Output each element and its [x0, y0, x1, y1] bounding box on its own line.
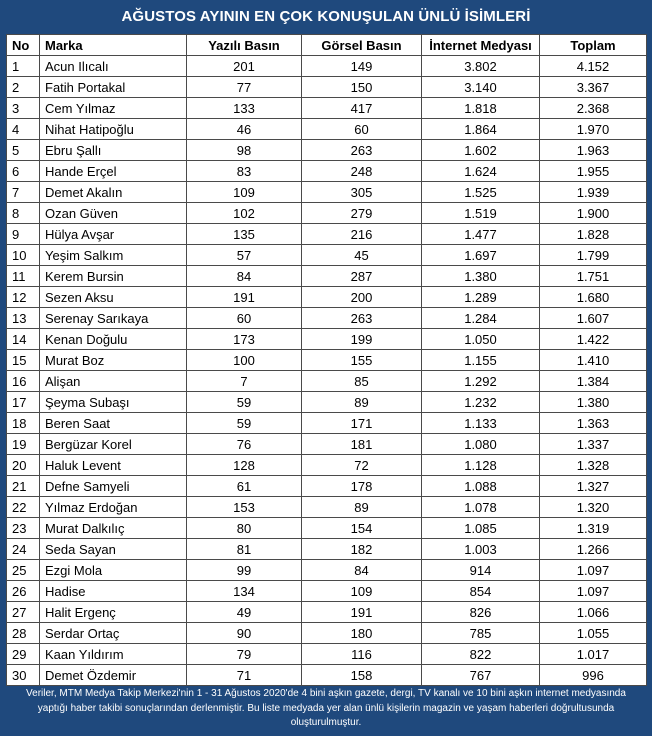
- table-row: [7, 161, 647, 182]
- cell-marka: Hülya Avşar: [40, 224, 187, 245]
- cell-no: 23: [7, 518, 40, 539]
- cell-gorsel-basin: 158: [302, 665, 422, 686]
- cell-no: 16: [7, 371, 40, 392]
- cell-no: 29: [7, 644, 40, 665]
- cell-internet-medyasi: 822: [422, 644, 540, 665]
- cell-no: 2: [7, 77, 40, 98]
- cell-marka: Hadise: [40, 581, 187, 602]
- cell-yazili-basin: 46: [187, 119, 302, 140]
- cell-internet-medyasi: 1.519: [422, 203, 540, 224]
- table-row: [7, 518, 647, 539]
- cell-gorsel-basin: 72: [302, 455, 422, 476]
- cell-no: 8: [7, 203, 40, 224]
- cell-yazili-basin: 60: [187, 308, 302, 329]
- cell-marka: Serdar Ortaç: [40, 623, 187, 644]
- cell-marka: Alişan: [40, 371, 187, 392]
- cell-toplam: 1.337: [540, 434, 647, 455]
- table-row: [7, 98, 647, 119]
- cell-gorsel-basin: 263: [302, 308, 422, 329]
- cell-yazili-basin: 98: [187, 140, 302, 161]
- cell-toplam: 1.900: [540, 203, 647, 224]
- cell-marka: Sezen Aksu: [40, 287, 187, 308]
- cell-no: 24: [7, 539, 40, 560]
- cell-no: 6: [7, 161, 40, 182]
- table-row: [7, 392, 647, 413]
- table-row: [7, 266, 647, 287]
- cell-marka: Cem Yılmaz: [40, 98, 187, 119]
- cell-internet-medyasi: 1.624: [422, 161, 540, 182]
- cell-no: 4: [7, 119, 40, 140]
- cell-no: 3: [7, 98, 40, 119]
- table-body: [7, 56, 647, 686]
- cell-marka: Defne Samyeli: [40, 476, 187, 497]
- cell-marka: Beren Saat: [40, 413, 187, 434]
- cell-no: 11: [7, 266, 40, 287]
- cell-internet-medyasi: 1.284: [422, 308, 540, 329]
- cell-gorsel-basin: 178: [302, 476, 422, 497]
- cell-gorsel-basin: 191: [302, 602, 422, 623]
- cell-internet-medyasi: 1.864: [422, 119, 540, 140]
- cell-yazili-basin: 7: [187, 371, 302, 392]
- cell-internet-medyasi: 3.802: [422, 56, 540, 77]
- cell-no: 14: [7, 329, 40, 350]
- cell-marka: Haluk Levent: [40, 455, 187, 476]
- table-row: [7, 119, 647, 140]
- infographic-title: AĞUSTOS AYININ EN ÇOK KONUŞULAN ÜNLÜ İSİMLERİ: [121, 8, 531, 25]
- cell-marka: Ezgi Mola: [40, 560, 187, 581]
- cell-internet-medyasi: 785: [422, 623, 540, 644]
- cell-toplam: 2.368: [540, 98, 647, 119]
- cell-marka: Acun Ilıcalı: [40, 56, 187, 77]
- table-row: [7, 581, 647, 602]
- table-row: [7, 77, 647, 98]
- cell-toplam: 1.680: [540, 287, 647, 308]
- cell-toplam: 1.320: [540, 497, 647, 518]
- table-row: [7, 203, 647, 224]
- cell-no: 26: [7, 581, 40, 602]
- cell-gorsel-basin: 155: [302, 350, 422, 371]
- cell-toplam: 1.751: [540, 266, 647, 287]
- cell-yazili-basin: 134: [187, 581, 302, 602]
- cell-no: 19: [7, 434, 40, 455]
- table-row: [7, 644, 647, 665]
- cell-no: 9: [7, 224, 40, 245]
- table-row: [7, 476, 647, 497]
- cell-gorsel-basin: 89: [302, 497, 422, 518]
- cell-marka: Kaan Yıldırım: [40, 644, 187, 665]
- cell-toplam: 1.410: [540, 350, 647, 371]
- cell-marka: Yılmaz Erdoğan: [40, 497, 187, 518]
- table-row: [7, 602, 647, 623]
- cell-no: 17: [7, 392, 40, 413]
- cell-marka: Halit Ergenç: [40, 602, 187, 623]
- cell-gorsel-basin: 181: [302, 434, 422, 455]
- cell-gorsel-basin: 116: [302, 644, 422, 665]
- cell-toplam: 1.970: [540, 119, 647, 140]
- cell-internet-medyasi: 1.088: [422, 476, 540, 497]
- cell-marka: Kenan Doğulu: [40, 329, 187, 350]
- cell-toplam: 1.607: [540, 308, 647, 329]
- cell-yazili-basin: 128: [187, 455, 302, 476]
- cell-internet-medyasi: 1.133: [422, 413, 540, 434]
- cell-internet-medyasi: 826: [422, 602, 540, 623]
- cell-gorsel-basin: 84: [302, 560, 422, 581]
- cell-toplam: 1.828: [540, 224, 647, 245]
- cell-yazili-basin: 71: [187, 665, 302, 686]
- cell-no: 27: [7, 602, 40, 623]
- cell-yazili-basin: 201: [187, 56, 302, 77]
- cell-marka: Yeşim Salkım: [40, 245, 187, 266]
- cell-internet-medyasi: 767: [422, 665, 540, 686]
- cell-toplam: 1.363: [540, 413, 647, 434]
- table-row: [7, 497, 647, 518]
- cell-yazili-basin: 81: [187, 539, 302, 560]
- source-note: [6, 685, 646, 733]
- column-header-no: No: [7, 35, 40, 56]
- cell-marka: Murat Boz: [40, 350, 187, 371]
- cell-yazili-basin: 80: [187, 518, 302, 539]
- cell-gorsel-basin: 248: [302, 161, 422, 182]
- cell-marka: Nihat Hatipoğlu: [40, 119, 187, 140]
- cell-yazili-basin: 84: [187, 266, 302, 287]
- source-note-line-2: yaptığı haber takibi sonuçlarından derlenmiştir. Bu liste medyada yer alan ünlü kişilerin magazin ve yaşam haberleri doğrultusunda: [37, 702, 615, 714]
- cell-no: 1: [7, 56, 40, 77]
- column-header-toplam: Toplam: [540, 35, 647, 56]
- cell-internet-medyasi: 1.477: [422, 224, 540, 245]
- ranking-table: [6, 34, 647, 686]
- table-row: [7, 140, 647, 161]
- cell-gorsel-basin: 60: [302, 119, 422, 140]
- source-note-line-3: oluşturulmuştur.: [290, 717, 362, 729]
- cell-internet-medyasi: 1.697: [422, 245, 540, 266]
- column-header-internet-medyasi: İnternet Medyası: [422, 35, 540, 56]
- table-row: [7, 56, 647, 77]
- cell-gorsel-basin: 263: [302, 140, 422, 161]
- column-header-yazili-basin: Yazılı Basın: [187, 35, 302, 56]
- cell-internet-medyasi: 1.085: [422, 518, 540, 539]
- column-header-gorsel-basin: Görsel Basın: [302, 35, 422, 56]
- cell-no: 13: [7, 308, 40, 329]
- cell-no: 21: [7, 476, 40, 497]
- cell-toplam: 1.017: [540, 644, 647, 665]
- cell-toplam: 1.380: [540, 392, 647, 413]
- cell-internet-medyasi: 1.380: [422, 266, 540, 287]
- cell-internet-medyasi: 1.155: [422, 350, 540, 371]
- cell-no: 20: [7, 455, 40, 476]
- cell-no: 30: [7, 665, 40, 686]
- cell-gorsel-basin: 199: [302, 329, 422, 350]
- cell-internet-medyasi: 854: [422, 581, 540, 602]
- cell-gorsel-basin: 149: [302, 56, 422, 77]
- cell-internet-medyasi: 3.140: [422, 77, 540, 98]
- cell-marka: Seda Sayan: [40, 539, 187, 560]
- table-row: [7, 665, 647, 686]
- cell-marka: Murat Dalkılıç: [40, 518, 187, 539]
- cell-no: 18: [7, 413, 40, 434]
- cell-gorsel-basin: 305: [302, 182, 422, 203]
- cell-internet-medyasi: 1.525: [422, 182, 540, 203]
- cell-yazili-basin: 109: [187, 182, 302, 203]
- cell-yazili-basin: 79: [187, 644, 302, 665]
- cell-gorsel-basin: 109: [302, 581, 422, 602]
- cell-internet-medyasi: 1.818: [422, 98, 540, 119]
- cell-gorsel-basin: 154: [302, 518, 422, 539]
- cell-marka: Ozan Güven: [40, 203, 187, 224]
- cell-gorsel-basin: 180: [302, 623, 422, 644]
- cell-toplam: 1.266: [540, 539, 647, 560]
- cell-gorsel-basin: 200: [302, 287, 422, 308]
- table-row: [7, 455, 647, 476]
- cell-toplam: 1.328: [540, 455, 647, 476]
- table-row: [7, 623, 647, 644]
- cell-yazili-basin: 99: [187, 560, 302, 581]
- cell-toplam: 1.097: [540, 560, 647, 581]
- table-row: [7, 182, 647, 203]
- cell-marka: Demet Özdemir: [40, 665, 187, 686]
- cell-yazili-basin: 90: [187, 623, 302, 644]
- cell-yazili-basin: 57: [187, 245, 302, 266]
- column-header-marka: Marka: [40, 35, 187, 56]
- cell-yazili-basin: 102: [187, 203, 302, 224]
- cell-yazili-basin: 100: [187, 350, 302, 371]
- cell-gorsel-basin: 182: [302, 539, 422, 560]
- table-row: [7, 287, 647, 308]
- cell-no: 10: [7, 245, 40, 266]
- cell-internet-medyasi: 1.289: [422, 287, 540, 308]
- cell-no: 15: [7, 350, 40, 371]
- cell-marka: Bergüzar Korel: [40, 434, 187, 455]
- table-row: [7, 434, 647, 455]
- table-row: [7, 371, 647, 392]
- cell-internet-medyasi: 1.003: [422, 539, 540, 560]
- cell-internet-medyasi: 1.602: [422, 140, 540, 161]
- cell-no: 25: [7, 560, 40, 581]
- cell-gorsel-basin: 85: [302, 371, 422, 392]
- source-note-line-1: Veriler, MTM Medya Takip Merkezi'nin 1 - 31 Ağustos 2020'de 4 bini aşkın gazete, dergi, TV kanalı ve 10 bini aşkın internet medyasında: [26, 688, 626, 700]
- cell-internet-medyasi: 914: [422, 560, 540, 581]
- cell-yazili-basin: 83: [187, 161, 302, 182]
- cell-toplam: 1.055: [540, 623, 647, 644]
- cell-gorsel-basin: 287: [302, 266, 422, 287]
- cell-marka: Kerem Bursin: [40, 266, 187, 287]
- table-row: [7, 539, 647, 560]
- cell-toplam: 4.152: [540, 56, 647, 77]
- cell-toplam: 1.939: [540, 182, 647, 203]
- cell-no: 22: [7, 497, 40, 518]
- cell-yazili-basin: 153: [187, 497, 302, 518]
- cell-toplam: 1.066: [540, 602, 647, 623]
- cell-gorsel-basin: 171: [302, 413, 422, 434]
- cell-gorsel-basin: 216: [302, 224, 422, 245]
- cell-toplam: 3.367: [540, 77, 647, 98]
- cell-marka: Hande Erçel: [40, 161, 187, 182]
- cell-gorsel-basin: 279: [302, 203, 422, 224]
- cell-toplam: 1.955: [540, 161, 647, 182]
- cell-yazili-basin: 59: [187, 413, 302, 434]
- cell-no: 5: [7, 140, 40, 161]
- cell-yazili-basin: 59: [187, 392, 302, 413]
- cell-toplam: 1.097: [540, 581, 647, 602]
- table-row: [7, 224, 647, 245]
- cell-toplam: 996: [540, 665, 647, 686]
- cell-no: 7: [7, 182, 40, 203]
- cell-toplam: 1.384: [540, 371, 647, 392]
- table-header-row: [7, 35, 647, 56]
- cell-marka: Ebru Şallı: [40, 140, 187, 161]
- cell-no: 12: [7, 287, 40, 308]
- cell-yazili-basin: 133: [187, 98, 302, 119]
- table-row: [7, 413, 647, 434]
- cell-gorsel-basin: 150: [302, 77, 422, 98]
- cell-gorsel-basin: 89: [302, 392, 422, 413]
- cell-toplam: 1.327: [540, 476, 647, 497]
- table-row: [7, 350, 647, 371]
- cell-internet-medyasi: 1.128: [422, 455, 540, 476]
- cell-internet-medyasi: 1.080: [422, 434, 540, 455]
- cell-toplam: 1.422: [540, 329, 647, 350]
- table-row: [7, 560, 647, 581]
- table-row: [7, 245, 647, 266]
- cell-internet-medyasi: 1.050: [422, 329, 540, 350]
- cell-marka: Serenay Sarıkaya: [40, 308, 187, 329]
- cell-yazili-basin: 76: [187, 434, 302, 455]
- cell-internet-medyasi: 1.232: [422, 392, 540, 413]
- cell-yazili-basin: 191: [187, 287, 302, 308]
- cell-internet-medyasi: 1.078: [422, 497, 540, 518]
- cell-marka: Fatih Portakal: [40, 77, 187, 98]
- cell-gorsel-basin: 45: [302, 245, 422, 266]
- cell-yazili-basin: 49: [187, 602, 302, 623]
- cell-no: 28: [7, 623, 40, 644]
- cell-toplam: 1.799: [540, 245, 647, 266]
- cell-yazili-basin: 135: [187, 224, 302, 245]
- table-row: [7, 329, 647, 350]
- cell-yazili-basin: 173: [187, 329, 302, 350]
- cell-yazili-basin: 61: [187, 476, 302, 497]
- table-row: [7, 308, 647, 329]
- cell-gorsel-basin: 417: [302, 98, 422, 119]
- cell-toplam: 1.963: [540, 140, 647, 161]
- cell-toplam: 1.319: [540, 518, 647, 539]
- cell-marka: Demet Akalın: [40, 182, 187, 203]
- cell-yazili-basin: 77: [187, 77, 302, 98]
- cell-marka: Şeyma Subaşı: [40, 392, 187, 413]
- cell-internet-medyasi: 1.292: [422, 371, 540, 392]
